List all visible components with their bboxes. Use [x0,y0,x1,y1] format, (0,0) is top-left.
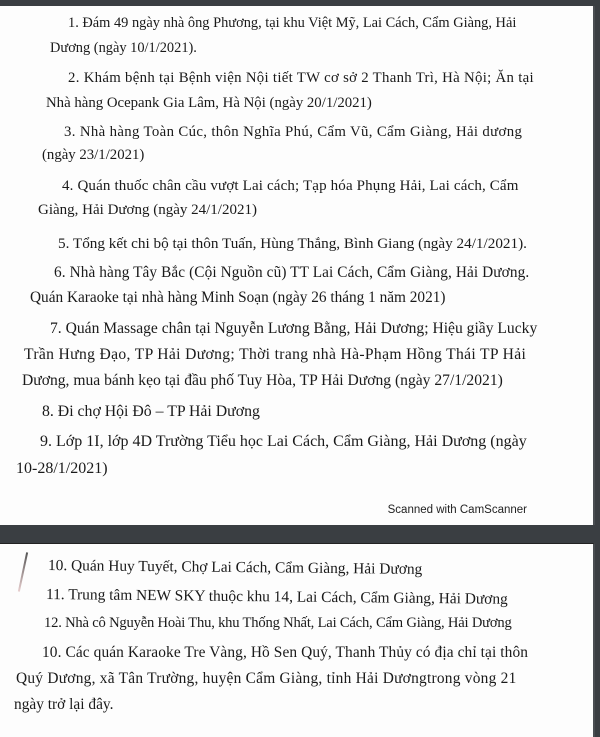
item-12-line-1: 12. Nhà cô Nguyễn Hoài Thu, khu Thống Nhất, Lai Cách, Cẩm Giàng, Hải Dương [44,615,512,631]
item-9-line-1: 9. Lớp 1I, lớp 4D Trường Tiểu học Lai Cách, Cẩm Giàng, Hải Dương (ngày [40,433,527,450]
camscanner-watermark: Scanned with CamScanner [387,504,527,516]
item-2-line-1: 2. Khám bệnh tại Bệnh viện Nội tiết TW cơ sở 2 Thanh Trì, Hà Nội; Ăn tại [68,70,534,86]
item-4-line-1: 4. Quán thuốc chân cầu vượt Lai cách; Tạp hóa Phụng Hải, Lai cách, Cẩm [62,178,519,194]
item-8-line-1: 8. Đi chợ Hội Đô – TP Hải Dương [42,403,260,420]
item-13-line-2: Quý Dương, xã Tân Trường, huyện Cẩm Giàng, tỉnh Hải Dươngtrong vòng 21 [16,670,517,687]
item-7-line-1: 7. Quán Massage chân tại Nguyễn Lương Bằng, Hải Dương; Hiệu giầy Lucky [50,320,538,337]
item-9-line-2: 10-28/1/2021) [16,460,108,477]
item-1-line-2: Dương (ngày 10/1/2021). [50,40,197,56]
item-13-line-1: 10. Các quán Karaoke Tre Vàng, Hồ Sen Quý, Thanh Thủy có địa chỉ tại thôn [42,644,529,661]
item-3-line-2: (ngày 23/1/2021) [42,147,145,163]
item-7-line-2: Trần Hưng Đạo, TP Hải Dương; Thời trang nhà Hà-Phạm Hồng Thái TP Hải [24,346,527,363]
item-5-line-1: 5. Tổng kết chi bộ tại thôn Tuấn, Hùng Thắng, Bình Giang (ngày 24/1/2021). [58,235,527,252]
item-6-line-1: 6. Nhà hàng Tây Bắc (Cội Nguồn cũ) TT Lai Cách, Cẩm Giàng, Hải Dương. [54,264,530,281]
item-11-line-1: 11. Trung tâm NEW SKY thuộc khu 14, Lai Cách, Cẩm Giàng, Hải Dương [45,586,508,608]
item-1-line-1: 1. Đám 49 ngày nhà ông Phương, tại khu Việt Mỹ, Lai Cách, Cẩm Giàng, Hải [68,15,517,31]
item-4-line-2: Giàng, Hải Dương (ngày 24/1/2021) [38,202,257,218]
scanned-page-1 [0,6,595,525]
scanned-page-2 [0,543,595,737]
pen-mark [18,552,28,592]
item-10-line-1: 10. Quán Huy Tuyết, Chợ Lai Cách, Cẩm Giàng, Hải Dương [47,557,423,578]
item-13-line-3: ngày trở lại đây. [14,696,114,713]
item-7-line-3: Dương, mua bánh kẹo tại đầu phố Tuy Hòa, TP Hải Dương (ngày 27/1/2021) [22,372,503,389]
item-6-line-2: Quán Karaoke tại nhà hàng Minh Soạn (ngày 26 tháng 1 năm 2021) [30,289,446,306]
item-2-line-2: Nhà hàng Ocepank Gia Lâm, Hà Nội (ngày 20/1/2021) [46,95,372,111]
item-3-line-1: 3. Nhà hàng Toàn Cúc, thôn Nghĩa Phú, Cẩm Vũ, Cẩm Giàng, Hải dương [64,124,523,140]
